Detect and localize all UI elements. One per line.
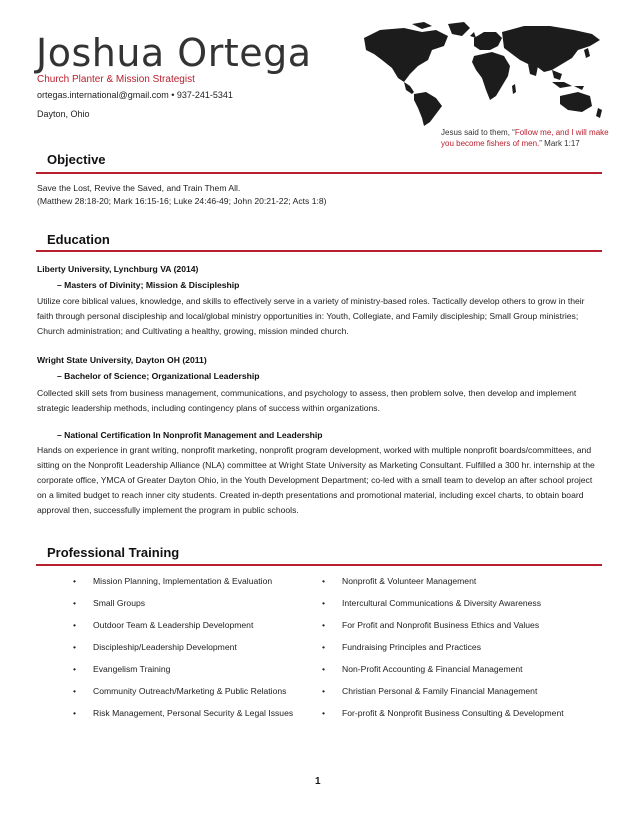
training-item-label: Non-Profit Accounting & Financial Management — [342, 664, 523, 674]
bullet-icon: • — [322, 620, 326, 630]
quote-lead: Jesus said to them, “ — [441, 128, 515, 137]
bullet-icon: • — [73, 576, 77, 586]
bullet-icon: • — [322, 642, 326, 652]
objective-line-2: (Matthew 28:18-20; Mark 16:15-16; Luke 24:46-49; John 20:21-22; Acts 1:8) — [37, 196, 327, 206]
training-item-label: Christian Personal & Family Financial Management — [342, 686, 538, 696]
bullet-icon: • — [73, 642, 77, 652]
degree-mdiv: – Masters of Divinity; Mission & Discipleship — [57, 280, 240, 290]
objective-line-1: Save the Lost, Revive the Saved, and Train Them All. — [37, 183, 241, 193]
certification-description: Hands on experience in grant writing, nonprofit marketing, nonprofit program development, worked with multiple nonprofit boards/committees, and sitting on the Nonprofit Leadership Alliance (NLA) committee at Wright State University as Marketing Consultant. Fulfilled a 300 hr. internship at the corporate office, YMCA of Greater Dayton Ohio, in the Youth Development Department; co-led with a small team to develop an after school project on a limited budget to reach inner city students. Created in-depth presentations and promotional material, including excel charts, to obtain board approval then, successfully implement the program in public schools. — [37, 445, 595, 515]
location: Dayton, Ohio — [37, 109, 90, 119]
education-divider — [36, 250, 602, 252]
quote-highlight: Follow me, and I will make you become fishers of men. — [441, 128, 609, 148]
list-item — [73, 686, 326, 697]
bullet-icon: • — [322, 708, 326, 718]
degree-bs: – Bachelor of Science; Organizational Leadership — [57, 371, 260, 381]
objective-heading: Objective — [47, 152, 106, 167]
list-item — [322, 708, 592, 719]
training-item-label: Outdoor Team & Leadership Development — [93, 620, 254, 630]
list-item — [322, 642, 592, 653]
education-heading: Education — [47, 232, 110, 247]
training-item-label: Nonprofit & Volunteer Management — [342, 576, 477, 586]
training-item-label: Discipleship/Leadership Development — [93, 642, 237, 652]
training-item-label: Risk Management, Personal Security & Legal Issues — [93, 708, 294, 718]
certification-nonprofit: – National Certification In Nonprofit Management and Leadership — [57, 430, 323, 440]
list-item — [322, 576, 592, 587]
list-item — [73, 642, 326, 653]
bullet-icon: • — [322, 598, 326, 608]
training-item-label: Evangelism Training — [93, 664, 171, 674]
school-wright-state: Wright State University, Dayton OH (2011) — [37, 355, 207, 365]
bullet-icon: • — [322, 686, 326, 696]
list-item — [73, 620, 326, 631]
training-divider — [36, 564, 602, 566]
page-number: 1 — [315, 776, 321, 787]
world-map-icon — [352, 20, 607, 128]
bullet-icon: • — [73, 664, 77, 674]
training-item-label: Community Outreach/Marketing & Public Relations — [93, 686, 287, 696]
training-item-label: Intercultural Communications & Diversity Awareness — [342, 598, 542, 608]
bullet-icon: • — [73, 708, 77, 718]
list-item — [73, 576, 326, 587]
degree-bs-description: Collected skill sets from business management, communications, and psychology to assess, then problem solve, then develop and implement strategic leadership methods, including contingency plans of success within organizations. — [37, 388, 577, 413]
list-item — [322, 664, 592, 675]
contact-info: ortegas.international@gmail.com • 937-241-5341 — [37, 90, 233, 100]
list-item — [73, 598, 326, 609]
list-item — [322, 598, 592, 609]
objective-text — [37, 182, 603, 208]
training-item-label: For Profit and Nonprofit Business Ethics and Values — [342, 620, 540, 630]
quote-reference: ” Mark 1:17 — [539, 139, 580, 148]
objective-divider — [36, 172, 602, 174]
training-list-right — [322, 576, 592, 730]
bullet-icon: • — [322, 664, 326, 674]
list-item — [73, 664, 326, 675]
bullet-icon: • — [322, 576, 326, 586]
training-heading: Professional Training — [47, 545, 180, 560]
list-item — [73, 708, 326, 719]
header-quote — [441, 127, 611, 149]
bullet-icon: • — [73, 620, 77, 630]
degree-mdiv-description: Utilize core biblical values, knowledge, and skills to effectively serve in a variety of ministry-based roles. Tactically develop others to grow in their faith through personal discipleship and local/global ministry opportunities in: Youth, Collegiate, and Family discipleship; Small Group ministries; Church administration; and Cultivating a healthy, growing, mission minded church. — [37, 296, 585, 336]
training-item-label: Small Groups — [93, 598, 146, 608]
candidate-name: Joshua Ortega — [36, 31, 312, 75]
training-item-label: For-profit & Nonprofit Business Consulting & Development — [342, 708, 564, 718]
training-item-label: Mission Planning, Implementation & Evaluation — [93, 576, 273, 586]
training-item-label: Fundraising Principles and Practices — [342, 642, 481, 652]
bullet-icon: • — [73, 686, 77, 696]
school-liberty: Liberty University, Lynchburg VA (2014) — [37, 264, 199, 274]
training-list-left — [73, 576, 326, 730]
list-item — [322, 620, 592, 631]
bullet-icon: • — [73, 598, 77, 608]
list-item — [322, 686, 592, 697]
candidate-tagline: Church Planter & Mission Strategist — [37, 74, 195, 85]
